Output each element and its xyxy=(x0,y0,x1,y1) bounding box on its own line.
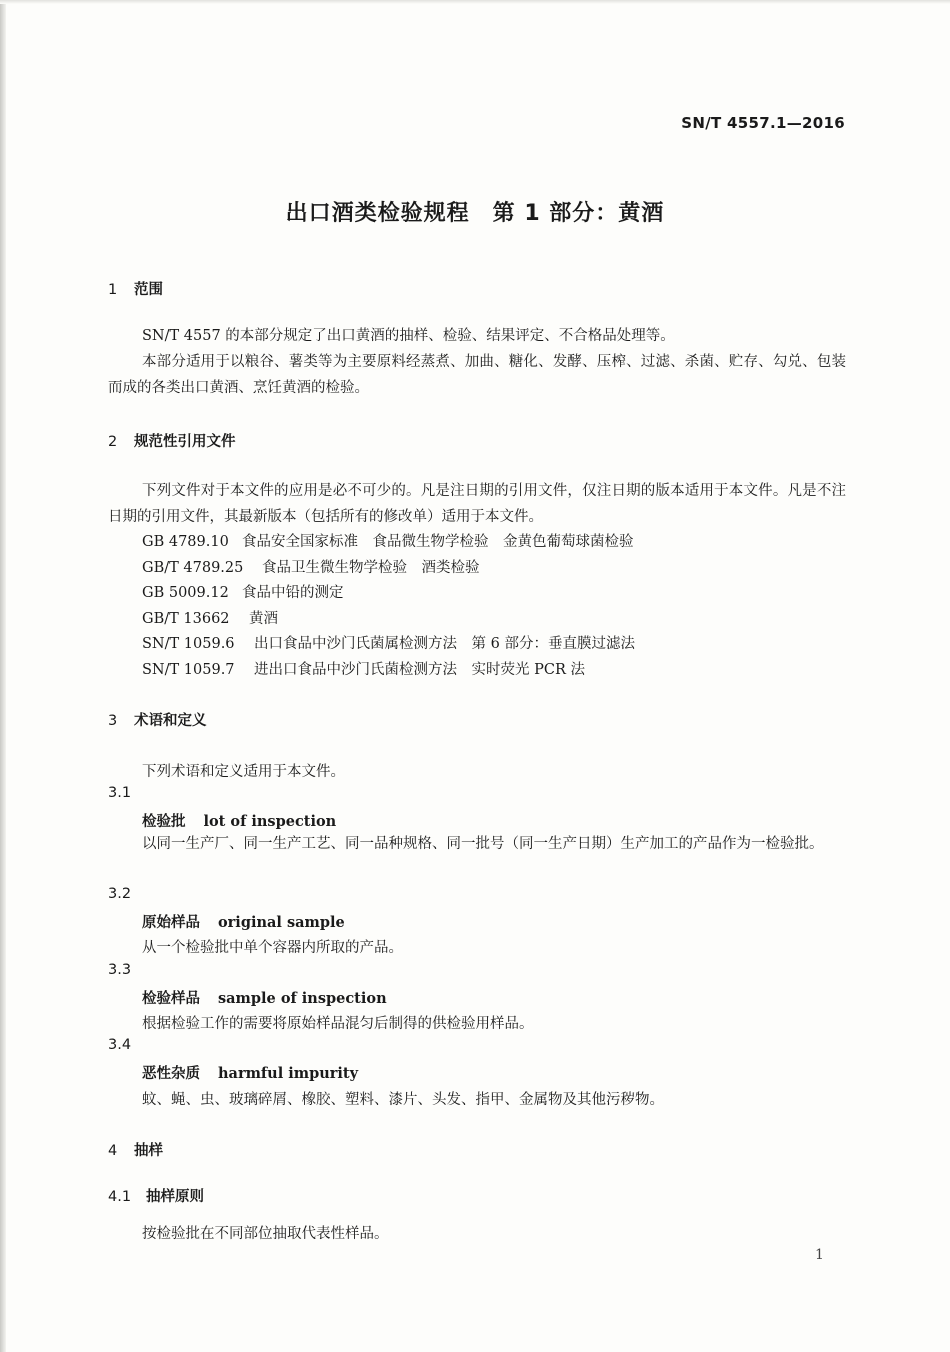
reference-title: 进出口食品中沙门氏菌检测方法 实时荧光 PCR 法 xyxy=(254,662,585,678)
reference-item xyxy=(142,607,278,628)
section-number: 4 xyxy=(108,1143,118,1159)
term-number: 3.4 xyxy=(108,1037,132,1053)
scope-paragraph-2: 本部分适用于以粮谷、薯类等为主要原料经蒸煮、加曲、糖化、发酵、压榨、过滤、杀菌、贮存、勾兑、包装而成的各类出口黄酒、烹饪黄酒的检验。 xyxy=(108,354,846,396)
reference-item xyxy=(142,581,344,602)
reference-item xyxy=(142,632,635,653)
section-number: 3 xyxy=(108,713,118,729)
reference-title: 食品卫生微生物学检验 酒类检验 xyxy=(262,560,480,576)
reference-item xyxy=(142,530,634,551)
term-zh: 检验样品 xyxy=(142,990,200,1007)
reference-title: 出口食品中沙门氏菌属检测方法 第 6 部分：垂直膜过滤法 xyxy=(254,636,635,652)
section-title: 范围 xyxy=(134,282,163,298)
reference-code: GB 4789.10 xyxy=(142,534,229,550)
term-definition: 从一个检验批中单个容器内所取的产品。 xyxy=(142,940,403,956)
term-en: original sample xyxy=(218,914,345,931)
reference-code: GB/T 13662 xyxy=(142,611,230,627)
section-3-heading xyxy=(108,709,207,730)
scan-top-shadow xyxy=(0,0,950,4)
reference-code: GB/T 4789.25 xyxy=(142,560,244,576)
term-en: harmful impurity xyxy=(218,1065,359,1082)
reference-title: 黄酒 xyxy=(249,611,278,627)
term-name xyxy=(142,810,336,831)
term-zh: 原始样品 xyxy=(142,914,200,931)
term-number: 3.3 xyxy=(108,962,132,978)
document-title: 出口酒类检验规程 第 1 部分：黄酒 xyxy=(285,201,665,226)
terms-intro: 下列术语和定义适用于本文件。 xyxy=(142,764,345,780)
section-1-heading xyxy=(108,278,163,299)
term-name xyxy=(142,987,387,1008)
term-name xyxy=(142,1062,358,1083)
reference-code: GB 5009.12 xyxy=(142,585,229,601)
reference-item xyxy=(142,556,480,577)
reference-code: SN/T 1059.7 xyxy=(142,662,235,678)
section-title: 术语和定义 xyxy=(134,713,207,729)
term-number: 3.2 xyxy=(108,886,132,902)
term-zh: 检验批 xyxy=(142,813,186,830)
reference-code: SN/T 1059.6 xyxy=(142,636,235,652)
subsection-4-1-heading xyxy=(108,1185,204,1206)
section-4-heading xyxy=(108,1139,163,1160)
term-en: lot of inspection xyxy=(203,813,337,830)
term-number: 3.1 xyxy=(108,785,132,801)
term-en: sample of inspection xyxy=(218,990,387,1007)
standard-code: SN/T 4557.1—2016 xyxy=(681,114,845,132)
section-title: 抽样 xyxy=(134,1143,163,1159)
section-title: 规范性引用文件 xyxy=(134,434,236,450)
term-name xyxy=(142,911,345,932)
section-number: 1 xyxy=(108,282,118,298)
term-definition: 以同一生产厂、同一生产工艺、同一品种规格、同一批号（同一生产日期）生产加工的产品作为一检验批。 xyxy=(142,836,824,852)
term-definition: 蚊、蝇、虫、玻璃碎屑、橡胶、塑料、漆片、头发、指甲、金属物及其他污秽物。 xyxy=(142,1092,664,1108)
term-definition: 根据检验工作的需要将原始样品混匀后制得的供检验用样品。 xyxy=(142,1016,534,1032)
subsection-title: 抽样原则 xyxy=(146,1189,204,1205)
subsection-number: 4.1 xyxy=(108,1189,132,1205)
reference-title: 食品安全国家标准 食品微生物学检验 金黄色葡萄球菌检验 xyxy=(242,534,634,550)
references-intro: 下列文件对于本文件的应用是必不可少的。凡是注日期的引用文件，仅注日期的版本适用于本文件。凡是不注日期的引用文件，其最新版本（包括所有的修改单）适用于本文件。 xyxy=(108,483,846,525)
term-zh: 恶性杂质 xyxy=(142,1065,200,1082)
reference-title: 食品中铅的测定 xyxy=(242,585,344,601)
section-2-heading xyxy=(108,430,236,451)
scope-paragraph-1: SN/T 4557 的本部分规定了出口黄酒的抽样、检验、结果评定、不合格品处理等。 xyxy=(142,328,675,344)
page-number: 1 xyxy=(815,1247,824,1263)
reference-item xyxy=(142,658,585,679)
sampling-principle-text: 按检验批在不同部位抽取代表性样品。 xyxy=(142,1226,389,1242)
section-number: 2 xyxy=(108,434,118,450)
